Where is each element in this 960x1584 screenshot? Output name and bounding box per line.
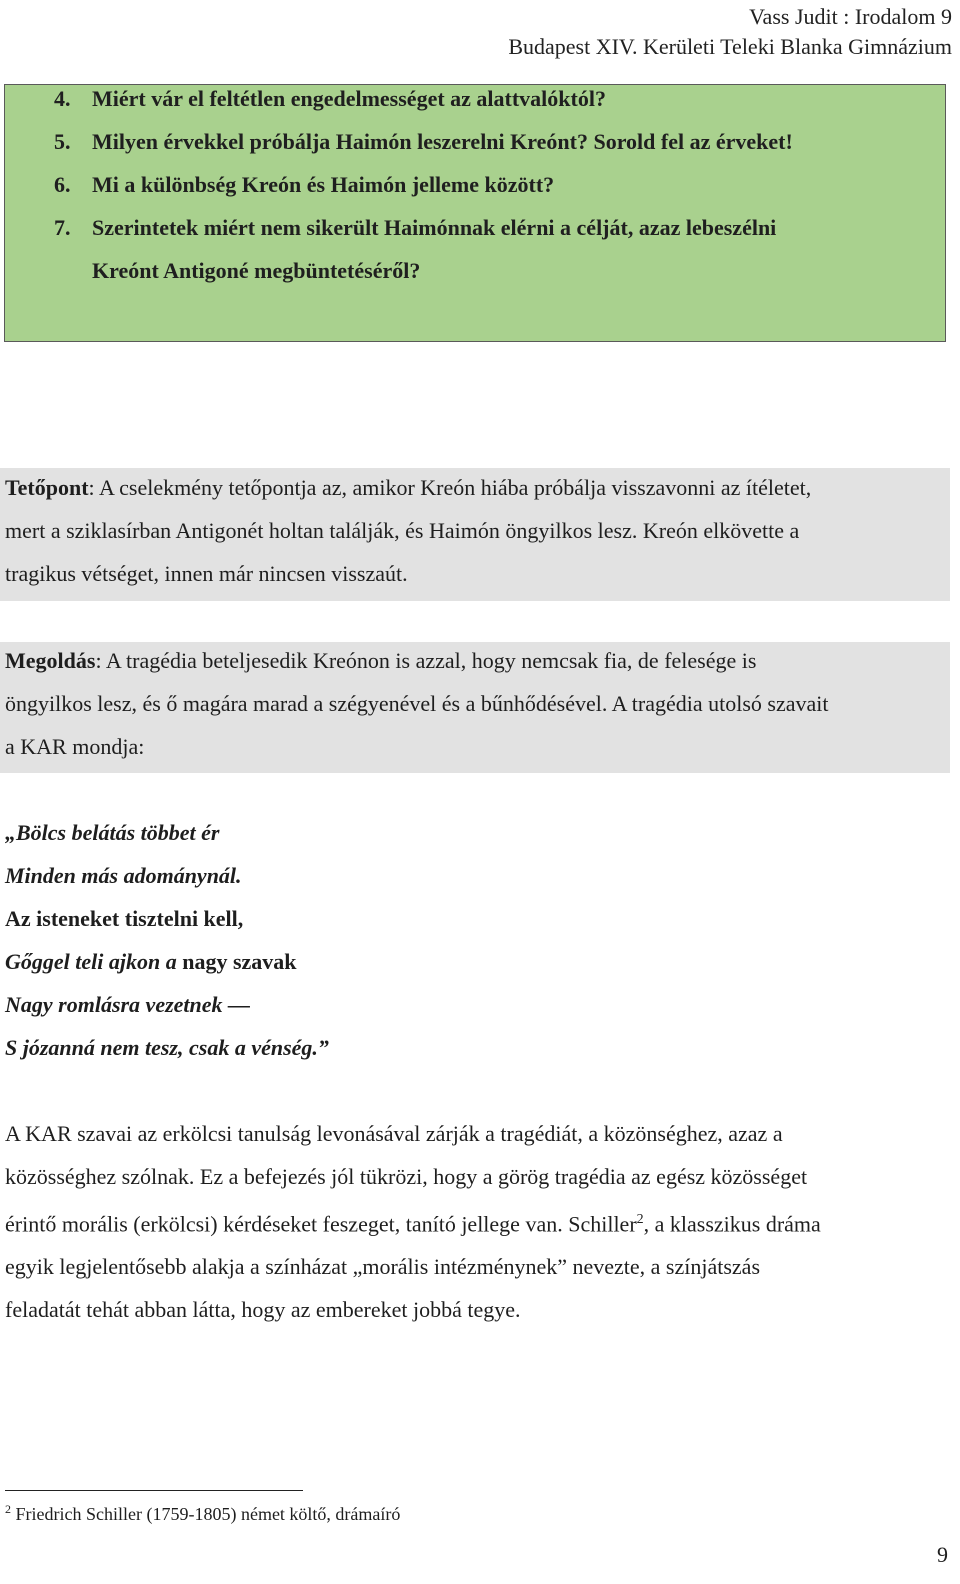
footnote: $^2$ Friedrich Schiller (1759-1805) német költő, drámaíró [5, 1502, 401, 1524]
tetopont-paragraph: Tetőpont: A cselekmény tetőpontja az, amikor Kreón hiába próbálja visszavonni az ítéletet, mert a sziklasírban Antigonét holtan találják, és Haimón öngyilkos lesz. Kreón elkövette a tragikus vétséget, innen már nincsen visszaút. [5, 475, 812, 586]
page-number: 9 [937, 1542, 948, 1567]
megoldas-paragraph: Megoldás: A tragédia beteljesedik Kreónon is azzal, hogy nemcsak fia, de felesége is öngyilkos lesz, és ő magára marad a szégyenével és a bűnhődésével. A tragédia utolsó szavait a KAR mondja: [5, 648, 829, 759]
header-school: Budapest XIV. Kerületi Teleki Blanka Gimnázium [508, 34, 952, 59]
footnote-reference[interactable]: 2 [636, 1212, 644, 1227]
megoldas-label: Megoldás [5, 648, 96, 673]
questions-box [4, 84, 946, 342]
closing-paragraph: A KAR szavai az erkölcsi tanulság levonásával zárják a tragédiát, a közönséghez, azaz a közösséghez szólnak. Ez a befejezés jól tükrözi, hogy a görög tragédia az egész közösséget érintő morális (erkölcsi) kérdéseket feszeget, tanító jellege van. Schiller$^2$, a klasszikus dráma egyik legjelentősebb alakja a színházat „morális intézménynek” nevezte, a színjátszás feladatát tehát abban látta, hogy az embereket jobbá tegye. [5, 1121, 821, 1323]
question-item-continuation: Kreónt Antigoné megbüntetéséről? [92, 258, 421, 283]
tetopont-label: Tetőpont [5, 475, 89, 500]
header-author: Vass Judit : Irodalom 9 [749, 4, 952, 29]
page-header [508, 2, 952, 62]
footnote-mark: 2 [5, 1502, 11, 1516]
footnote-divider [5, 1490, 303, 1491]
kar-poem: „Bölcs belátás többet ér Minden más adománynál. Az isteneket tisztelni kell, Gőggel teli ajkon a nagy szavak Nagy romlásra vezetnek ― S józanná nem tesz, csak a vénség.” [5, 820, 329, 1060]
